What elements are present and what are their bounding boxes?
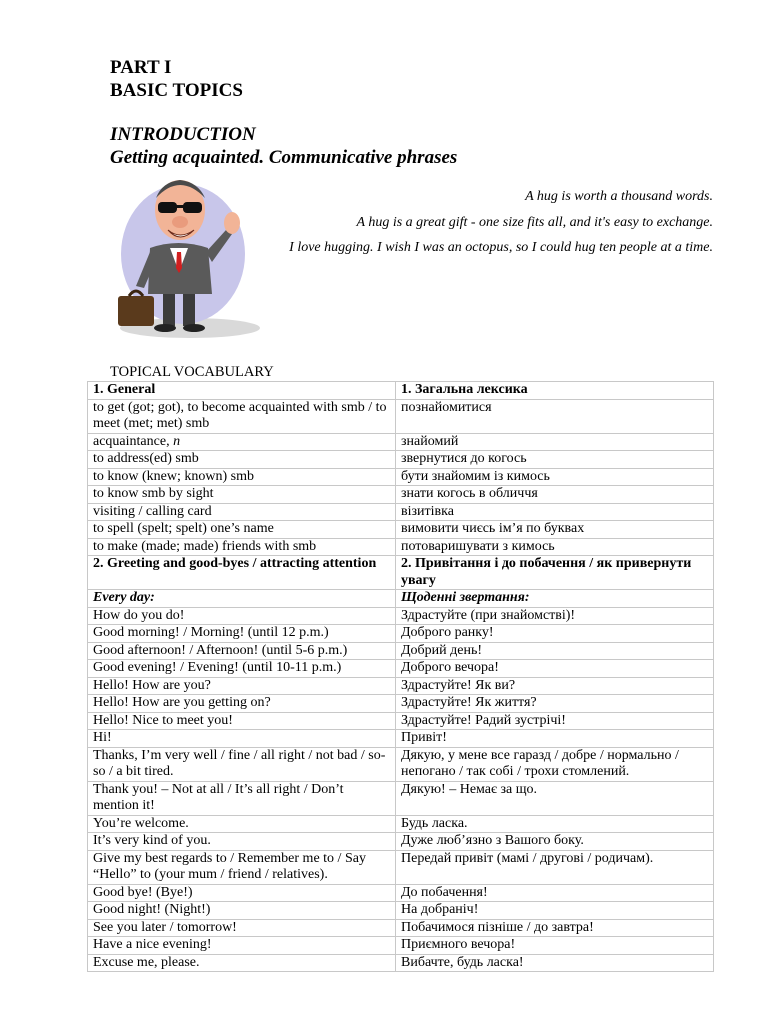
english-term: Thanks, I’m very well / fine / all right / not bad / so-so / a bit tired. xyxy=(93,747,386,779)
ukrainian-translation: знати когось в обличчя xyxy=(401,486,538,501)
intro-subtitle: Getting acquainted. Communicative phrases xyxy=(110,147,458,168)
table-row xyxy=(88,433,714,451)
table-row xyxy=(88,884,714,902)
english-term-cell xyxy=(88,503,396,521)
vocabulary-title: TOPICAL VOCABULARY xyxy=(110,364,274,380)
english-term-cell xyxy=(88,747,396,781)
ukrainian-translation: Вибачте, будь ласка! xyxy=(401,954,524,970)
table-row xyxy=(88,642,714,660)
english-term: to spell (spelt; spelt) one’s name xyxy=(93,521,274,536)
table-row xyxy=(88,503,714,521)
cartoon-businessman-illustration xyxy=(108,168,266,348)
ukrainian-translation-cell xyxy=(396,937,714,955)
ukrainian-translation: Щоденні звертання: xyxy=(401,590,530,605)
ukrainian-translation-cell xyxy=(396,833,714,851)
english-term: You’re welcome. xyxy=(93,815,189,831)
table-row xyxy=(88,677,714,695)
ukrainian-translation-cell xyxy=(396,954,714,972)
english-term-cell xyxy=(88,382,396,400)
english-term-cell xyxy=(88,781,396,815)
table-row xyxy=(88,954,714,972)
english-term-cell xyxy=(88,538,396,556)
intro-title: INTRODUCTION xyxy=(110,124,256,145)
ukrainian-translation-cell xyxy=(396,730,714,748)
table-row xyxy=(88,538,714,556)
english-term-cell xyxy=(88,902,396,920)
ukrainian-translation: Приємного вечора! xyxy=(401,937,516,952)
english-term-cell xyxy=(88,730,396,748)
english-term: to know smb by sight xyxy=(93,486,214,501)
table-row xyxy=(88,451,714,469)
ukrainian-translation: Дякую! – Немає за що. xyxy=(401,781,538,797)
ukrainian-translation: Здрастуйте! Радий зустрічі! xyxy=(401,712,566,728)
table-row xyxy=(88,521,714,539)
english-term: to address(ed) smb xyxy=(93,451,199,466)
part-label: PART I xyxy=(110,57,172,78)
english-term: Hello! How are you getting on? xyxy=(93,695,271,710)
ukrainian-translation-cell xyxy=(396,399,714,433)
ukrainian-translation: Передай привіт (мамі / другові / родичам). xyxy=(401,850,654,866)
english-term-cell xyxy=(88,607,396,625)
english-term: Thank you! – Not at all / It’s all right / Don’t mention it! xyxy=(93,781,344,813)
table-row xyxy=(88,468,714,486)
topics-label: BASIC TOPICS xyxy=(110,80,243,101)
english-term-cell xyxy=(88,451,396,469)
ukrainian-translation-cell xyxy=(396,382,714,400)
english-term: Hi! xyxy=(93,730,112,745)
table-row xyxy=(88,625,714,643)
ukrainian-translation-cell xyxy=(396,919,714,937)
english-term-cell xyxy=(88,642,396,660)
table-row xyxy=(88,712,714,730)
ukrainian-translation: Доброго вечора! xyxy=(401,660,499,675)
table-row xyxy=(88,660,714,678)
ukrainian-translation-cell xyxy=(396,884,714,902)
english-term-cell xyxy=(88,590,396,608)
vocabulary-table xyxy=(87,381,714,972)
ukrainian-translation-cell xyxy=(396,607,714,625)
table-row xyxy=(88,902,714,920)
ukrainian-translation-cell xyxy=(396,556,714,590)
ukrainian-translation: звернутися до когось xyxy=(401,451,527,466)
english-term: Good evening! / Evening! (until 10-11 p.m.) xyxy=(93,660,342,675)
table-row xyxy=(88,695,714,713)
ukrainian-translation-cell xyxy=(396,486,714,504)
ukrainian-translation: бути знайомим із кимось xyxy=(401,468,550,484)
english-term-cell xyxy=(88,660,396,678)
ukrainian-translation: До побачення! xyxy=(401,884,488,900)
ukrainian-translation-cell xyxy=(396,625,714,643)
english-term: How do you do! xyxy=(93,607,185,623)
table-row xyxy=(88,833,714,851)
epigraph-line: A hug is a great gift - one size fits all, and it's easy to exchange. xyxy=(356,214,713,230)
ukrainian-translation-cell xyxy=(396,850,714,884)
ukrainian-translation: потоваришувати з кимось xyxy=(401,538,555,554)
table-row xyxy=(88,747,714,781)
ukrainian-translation-cell xyxy=(396,695,714,713)
ukrainian-translation: Побачимося пізніше / до завтра! xyxy=(401,919,594,935)
table-row xyxy=(88,850,714,884)
english-term: Good night! (Night!) xyxy=(93,902,211,917)
table-row xyxy=(88,590,714,608)
english-term-cell xyxy=(88,850,396,884)
table-row xyxy=(88,815,714,833)
english-term: 2. Greeting and good-byes / attracting attention xyxy=(93,556,377,571)
english-term: Hello! Nice to meet you! xyxy=(93,712,233,728)
ukrainian-translation-cell xyxy=(396,677,714,695)
ukrainian-translation-cell xyxy=(396,538,714,556)
english-term-cell xyxy=(88,486,396,504)
english-term-cell xyxy=(88,556,396,590)
table-row xyxy=(88,382,714,400)
english-term-cell xyxy=(88,815,396,833)
english-term: Give my best regards to / Remember me to / Say “Hello” to (your mum / friend / relatives). xyxy=(93,850,366,882)
ukrainian-translation: Здрастуйте! Як ви? xyxy=(401,677,516,693)
english-term-cell xyxy=(88,919,396,937)
english-term: Good morning! / Morning! (until 12 p.m.) xyxy=(93,625,329,640)
epigraph-line: A hug is worth a thousand words. xyxy=(525,189,713,204)
table-row xyxy=(88,730,714,748)
ukrainian-translation: Привіт! xyxy=(401,730,447,745)
ukrainian-translation: знайомий xyxy=(401,433,459,449)
ukrainian-translation-cell xyxy=(396,781,714,815)
english-term-cell xyxy=(88,937,396,955)
english-term: Excuse me, please. xyxy=(93,954,200,970)
english-term-cell xyxy=(88,695,396,713)
english-term: to get (got; got), to become acquainted with smb / to meet (met; met) smb xyxy=(93,399,387,431)
ukrainian-translation: Добрий день! xyxy=(401,642,483,658)
english-term-cell xyxy=(88,433,396,451)
ukrainian-translation-cell xyxy=(396,590,714,608)
table-row xyxy=(88,781,714,815)
ukrainian-translation: вимовити чиєсь ім’я по буквах xyxy=(401,521,585,536)
english-term-cell xyxy=(88,833,396,851)
ukrainian-translation: Будь ласка. xyxy=(401,815,468,831)
english-term: to know (knew; known) smb xyxy=(93,468,254,484)
ukrainian-translation: 1. Загальна лексика xyxy=(401,382,528,397)
english-term: Good bye! (Bye!) xyxy=(93,884,193,900)
ukrainian-translation-cell xyxy=(396,902,714,920)
ukrainian-translation-cell xyxy=(396,503,714,521)
part-heading xyxy=(110,56,243,102)
english-term: to make (made; made) friends with smb xyxy=(93,538,317,554)
ukrainian-translation-cell xyxy=(396,468,714,486)
ukrainian-translation: На добраніч! xyxy=(401,902,479,917)
ukrainian-translation-cell xyxy=(396,712,714,730)
ukrainian-translation: Дякую, у мене все гаразд / добре / нормально / непогано / так собі / трохи стомлений. xyxy=(401,747,679,779)
table-row xyxy=(88,937,714,955)
intro-heading xyxy=(110,123,457,169)
ukrainian-translation-cell xyxy=(396,642,714,660)
table-row xyxy=(88,399,714,433)
english-term-cell xyxy=(88,399,396,433)
table-row xyxy=(88,486,714,504)
english-term: Good afternoon! / Afternoon! (until 5-6 p.m.) xyxy=(93,642,348,658)
english-term-cell xyxy=(88,625,396,643)
english-term-cell xyxy=(88,677,396,695)
ukrainian-translation-cell xyxy=(396,451,714,469)
ukrainian-translation-cell xyxy=(396,521,714,539)
ukrainian-translation-cell xyxy=(396,815,714,833)
english-term: It’s very kind of you. xyxy=(93,833,211,848)
epigraph xyxy=(273,184,713,261)
english-term: Have a nice evening! xyxy=(93,937,212,952)
english-term: visiting / calling card xyxy=(93,503,212,519)
english-term: 1. General xyxy=(93,382,156,397)
table-row xyxy=(88,556,714,590)
epigraph-line: I love hugging. I wish I was an octopus, so I could hug ten people at a time. xyxy=(289,240,713,255)
table-row xyxy=(88,919,714,937)
table-row xyxy=(88,607,714,625)
english-term: Every day: xyxy=(93,590,155,605)
ukrainian-translation: візитівка xyxy=(401,503,454,519)
english-term-cell xyxy=(88,712,396,730)
ukrainian-translation-cell xyxy=(396,433,714,451)
ukrainian-translation: Дуже люб’язно з Вашого боку. xyxy=(401,833,584,848)
english-term: Hello! How are you? xyxy=(93,677,211,693)
ukrainian-translation-cell xyxy=(396,747,714,781)
ukrainian-translation: 2. Привітання і до побачення / як привернути увагу xyxy=(401,556,692,588)
english-term-cell xyxy=(88,521,396,539)
english-term-cell xyxy=(88,468,396,486)
english-term-cell xyxy=(88,954,396,972)
ukrainian-translation: Здрастуйте (при знайомстві)! xyxy=(401,607,576,623)
part-of-speech: n xyxy=(173,433,181,449)
ukrainian-translation: познайомитися xyxy=(401,399,492,415)
ukrainian-translation-cell xyxy=(396,660,714,678)
english-term-cell xyxy=(88,884,396,902)
ukrainian-translation: Доброго ранку! xyxy=(401,625,494,640)
english-term: See you later / tomorrow! xyxy=(93,919,237,935)
ukrainian-translation: Здрастуйте! Як життя? xyxy=(401,695,537,710)
english-term: acquaintance, xyxy=(93,433,170,449)
